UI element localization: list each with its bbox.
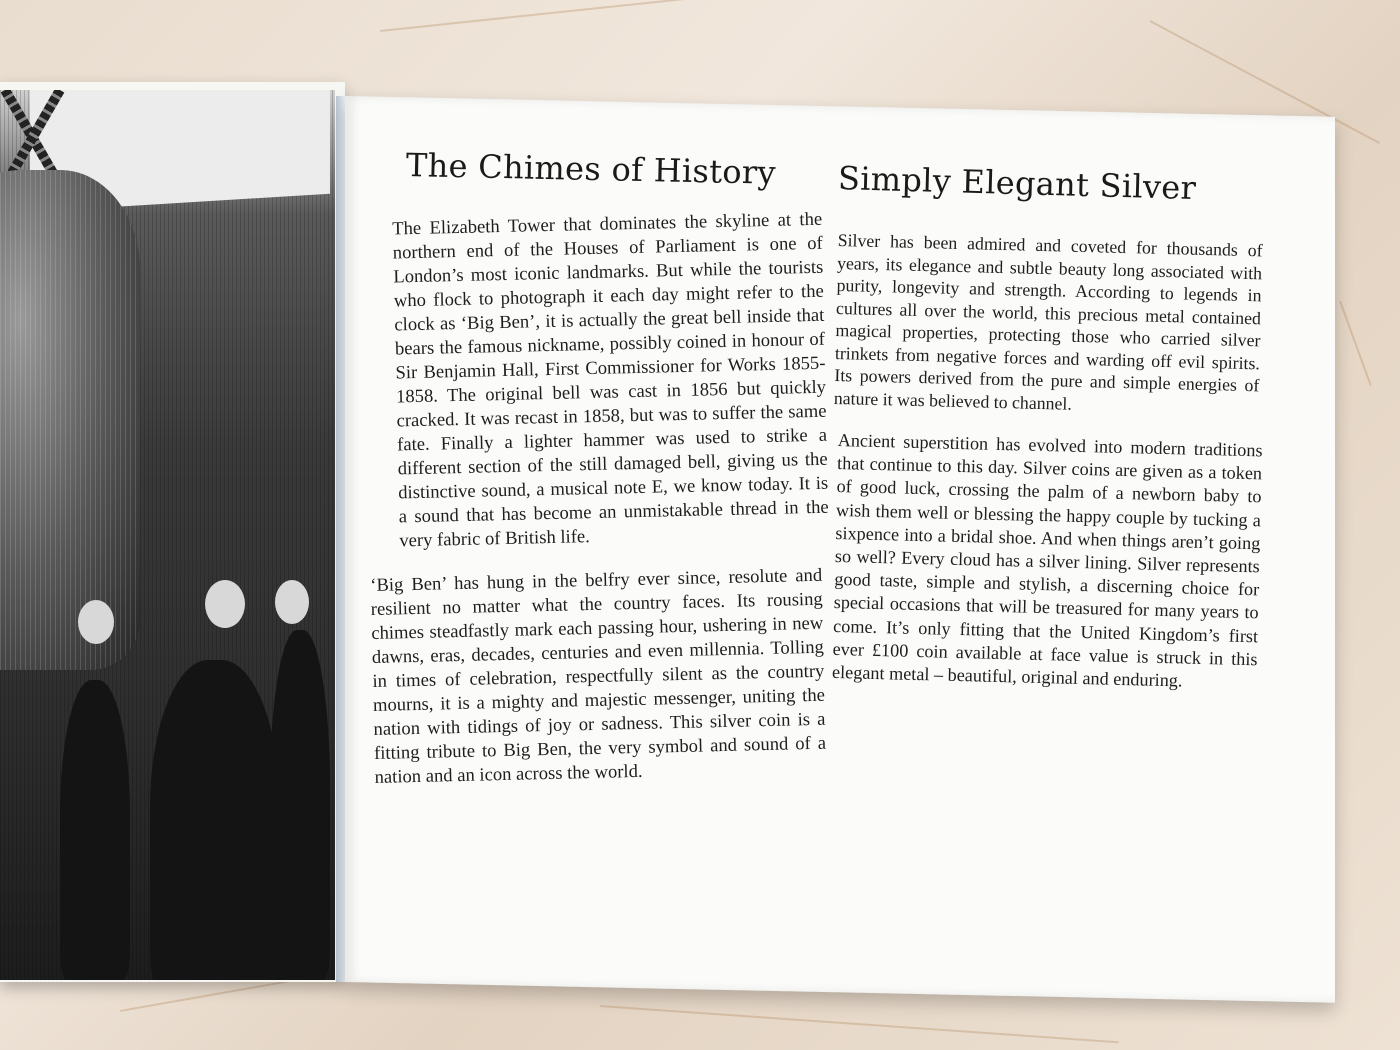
marble-vein <box>380 0 798 32</box>
figure-head <box>275 580 309 624</box>
silver-paragraph-2: Ancient superstition has evolved into modern traditions that continue to this day. Silver coins are given as a token of good luck, crossing the palm of a newborn baby to wish them well or blessing the happy couple by tucking a sixpence into a bridal shoe. And when things aren’t going so well? Every cloud has a silver lining. Silver represents good taste, simple and stylish, a discerning choice for special occasions that will be treasured for many years to come. It’s only fitting that the United Kingdom’s first ever £100 coin available at face value is struck in this elegant metal – beautiful, original and enduring. <box>831 429 1263 691</box>
figure-head <box>205 580 245 628</box>
chimes-paragraph-2: ‘Big Ben’ has hung in the belfry ever since, resolute and resilient no matter what the country faces. Its rousing chimes steadfastly mark each passing hour, ushering in new dawns, eras, decades, centuries and even millennia. Tolling in times of celebration, respectfully silent as the country mourns, it is a mighty and majestic messenger, uniting the nation with tidings of joy or sadness. This silver coin is a fitting tribute to Big Ben, the very symbol and sound of a nation and an icon across the world. <box>370 564 827 788</box>
great-bell <box>0 170 140 670</box>
chimes-heading: The Chimes of History <box>405 146 777 192</box>
figure-woman <box>150 660 280 980</box>
bell-engraving-image <box>0 90 335 980</box>
figure-head <box>78 600 114 644</box>
silver-heading: Simply Elegant Silver <box>837 159 1197 208</box>
elegant-silver-column <box>831 159 1263 704</box>
marble-vein <box>600 1005 1119 1043</box>
figure-man <box>60 680 130 980</box>
chimes-paragraph-1: The Elizabeth Tower that dominates the skyline at the northern end of the Houses of Parliament is one of London’s most iconic landmarks. But while the tourists who flock to photograph it each day might refer to the clock as ‘Big Ben’, it is actually the great bell inside that bears the famous nickname, possibly coined in honour of Sir Benjamin Hall, First Commissioner for Works 1855-1858. The original bell was cast in 1856 but quickly cracked. It was recast in 1858, but was to suffer the same fate. Finally a lighter hammer was used to strike a different section of the still damaged bell, giving us the distinctive sound, a musical note E, we know today. It is a sound that has become an unmistakable thread in the very fabric of British life. <box>392 208 829 552</box>
silver-paragraph-1: Silver has been admired and coveted for thousands of years, its elegance and subtle beauty long associated with purity, longevity and strength. According to legends in cultures all over the world, this precious metal contained magical properties, protecting those who carried silver trinkets from negative forces and warding off evil spirits. Its powers derived from the pure and simple energies of nature it was believed to channel. <box>833 229 1263 414</box>
illustration-panel <box>0 82 345 982</box>
chimes-of-history-column <box>370 146 829 810</box>
marble-vein <box>1339 301 1372 386</box>
figure-gentleman <box>270 630 330 980</box>
